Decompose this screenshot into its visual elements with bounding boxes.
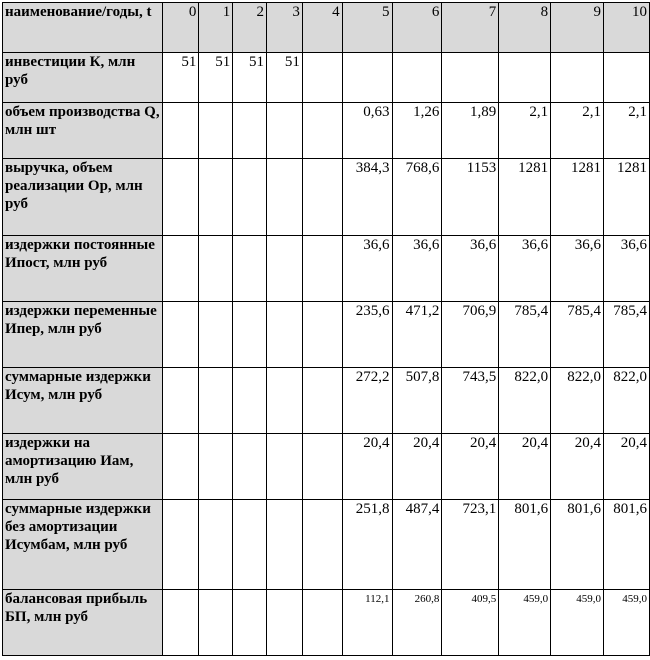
table-cell (233, 590, 267, 656)
table-cell: 36,6 (551, 236, 604, 302)
table-cell (342, 53, 392, 103)
table-cell (267, 236, 303, 302)
table-cell: 2,1 (499, 103, 551, 159)
table-row (3, 500, 650, 590)
table-cell (199, 434, 233, 500)
table-cell (302, 368, 342, 434)
table-cell: 235,6 (342, 302, 392, 368)
table-cell: 20,4 (499, 434, 551, 500)
table-cell: 20,4 (392, 434, 442, 500)
table-row (3, 434, 650, 500)
table-cell (267, 500, 303, 590)
data-table (2, 2, 650, 656)
table-cell (163, 368, 199, 434)
table-cell: 822,0 (551, 368, 604, 434)
table-cell (199, 103, 233, 159)
table-cell: 459,0 (603, 590, 649, 656)
table-cell (302, 53, 342, 103)
table-cell: 20,4 (603, 434, 649, 500)
table-cell: 459,0 (499, 590, 551, 656)
table-cell (302, 302, 342, 368)
row-label: суммарные издержки Исум, млн руб (3, 368, 163, 434)
table-cell: 36,6 (603, 236, 649, 302)
table-cell (233, 368, 267, 434)
table-cell (199, 590, 233, 656)
table-cell: 706,9 (442, 302, 499, 368)
table-cell (302, 103, 342, 159)
row-label: издержки на амортизацию Иам, млн руб (3, 434, 163, 500)
table-cell: 36,6 (342, 236, 392, 302)
table-cell (163, 159, 199, 236)
table-cell (267, 590, 303, 656)
row-label: издержки постоянные Ипост, млн руб (3, 236, 163, 302)
table-cell: 409,5 (442, 590, 499, 656)
table-cell: 51 (163, 53, 199, 103)
table-row (3, 159, 650, 236)
table-cell: 471,2 (392, 302, 442, 368)
row-label: издержки переменные Ипер, млн руб (3, 302, 163, 368)
table-cell (267, 159, 303, 236)
table-cell (551, 53, 604, 103)
table-cell: 2,1 (551, 103, 604, 159)
table-cell: 785,4 (603, 302, 649, 368)
table-cell (199, 500, 233, 590)
year-header-1: 1 (199, 3, 233, 53)
table-cell: 801,6 (499, 500, 551, 590)
table-cell: 36,6 (392, 236, 442, 302)
table-cell (233, 159, 267, 236)
table-row (3, 368, 650, 434)
table-cell: 272,2 (342, 368, 392, 434)
table-cell: 785,4 (499, 302, 551, 368)
table-cell (302, 434, 342, 500)
table-cell: 20,4 (442, 434, 499, 500)
table-row (3, 236, 650, 302)
table-cell (199, 236, 233, 302)
table-row (3, 103, 650, 159)
table-cell: 822,0 (499, 368, 551, 434)
table-cell: 507,8 (392, 368, 442, 434)
table-cell: 20,4 (342, 434, 392, 500)
table-cell (302, 590, 342, 656)
table-cell: 0,63 (342, 103, 392, 159)
year-header-0: 0 (163, 3, 199, 53)
table-cell: 487,4 (392, 500, 442, 590)
table-cell (163, 434, 199, 500)
table-cell (233, 236, 267, 302)
table-cell: 459,0 (551, 590, 604, 656)
table-cell (267, 103, 303, 159)
table-cell: 384,3 (342, 159, 392, 236)
table-cell: 723,1 (442, 500, 499, 590)
table-cell: 801,6 (603, 500, 649, 590)
year-header-7: 7 (442, 3, 499, 53)
table-cell (163, 500, 199, 590)
table-cell: 251,8 (342, 500, 392, 590)
table-cell (233, 302, 267, 368)
table-cell: 743,5 (442, 368, 499, 434)
table-row (3, 590, 650, 656)
header-row (3, 3, 650, 53)
table-cell (163, 236, 199, 302)
table-cell (163, 103, 199, 159)
row-label: суммарные издержки без амортизации Исумбам, млн руб (3, 500, 163, 590)
row-label: объем производства Q, млн шт (3, 103, 163, 159)
table-cell: 1153 (442, 159, 499, 236)
table-cell (233, 103, 267, 159)
table-cell (199, 368, 233, 434)
table-cell (603, 53, 649, 103)
table-cell: 801,6 (551, 500, 604, 590)
table-cell: 1,89 (442, 103, 499, 159)
table-cell: 112,1 (342, 590, 392, 656)
table-cell: 36,6 (442, 236, 499, 302)
table-cell: 785,4 (551, 302, 604, 368)
table-cell: 1281 (551, 159, 604, 236)
table-cell: 36,6 (499, 236, 551, 302)
table-cell: 2,1 (603, 103, 649, 159)
year-header-4: 4 (302, 3, 342, 53)
row-label: инвестиции К, млн руб (3, 53, 163, 103)
table-cell: 51 (267, 53, 303, 103)
table-cell (442, 53, 499, 103)
year-header-6: 6 (392, 3, 442, 53)
year-header-3: 3 (267, 3, 303, 53)
table-cell (233, 434, 267, 500)
row-label: выручка, объем реализации Ор, млн руб (3, 159, 163, 236)
table-cell: 20,4 (551, 434, 604, 500)
table-cell (233, 500, 267, 590)
year-header-5: 5 (342, 3, 392, 53)
row-label: балансовая прибыль БП, млн руб (3, 590, 163, 656)
table-cell (199, 159, 233, 236)
year-header-10: 10 (603, 3, 649, 53)
table-cell (163, 590, 199, 656)
table-cell (302, 159, 342, 236)
table-cell: 768,6 (392, 159, 442, 236)
table-cell (267, 434, 303, 500)
table-row (3, 302, 650, 368)
table-cell (267, 302, 303, 368)
table-cell (163, 302, 199, 368)
table-cell (267, 368, 303, 434)
table-cell (499, 53, 551, 103)
year-header-2: 2 (233, 3, 267, 53)
year-header-8: 8 (499, 3, 551, 53)
table-cell (199, 302, 233, 368)
table-cell: 1281 (499, 159, 551, 236)
table-row (3, 53, 650, 103)
table-cell (302, 500, 342, 590)
table-cell: 1281 (603, 159, 649, 236)
table-cell: 260,8 (392, 590, 442, 656)
table-cell (392, 53, 442, 103)
year-header-9: 9 (551, 3, 604, 53)
table-cell (302, 236, 342, 302)
table-cell: 51 (199, 53, 233, 103)
table-cell: 1,26 (392, 103, 442, 159)
table-cell: 51 (233, 53, 267, 103)
header-label: наименование/годы, t (3, 3, 163, 53)
table-cell: 822,0 (603, 368, 649, 434)
